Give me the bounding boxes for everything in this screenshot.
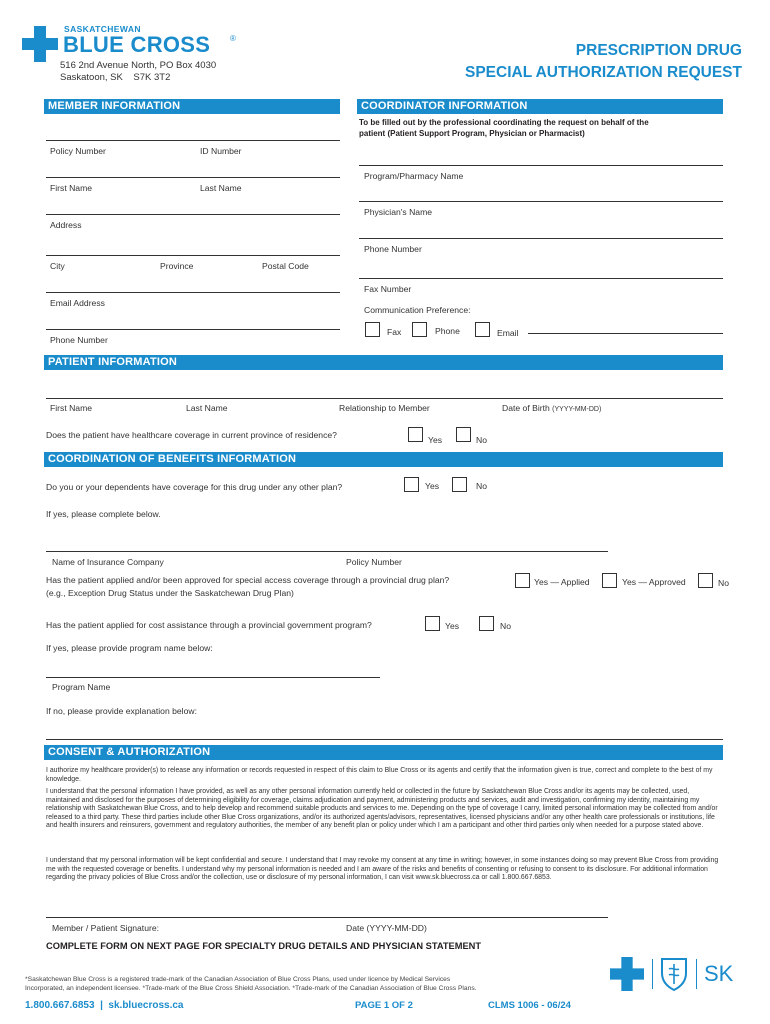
coverage-yes-checkbox[interactable] [408,427,423,442]
pref-fax-label: Fax [387,327,402,337]
cost-assistance-yes-checkbox[interactable] [425,616,440,631]
coordinator-note-line-2: patient (Patient Support Program, Physician or Pharmacist) [359,129,585,138]
special-access-no-label: No [718,578,729,588]
program-pharmacy-name-label: Program/Pharmacy Name [364,171,464,181]
date-of-birth-label [502,403,601,413]
other-plan-yes-checkbox[interactable] [404,477,419,492]
special-access-question: Has the patient applied and/or been approved for special access coverage through a provincial drug plan? [46,575,450,585]
phone-line [46,329,340,330]
signature-date-label: Date (YYYY-MM-DD) [346,923,427,933]
patient-last-name-label: Last Name [186,403,228,413]
coordinator-note-line-1: To be filled out by the professional coordinating the request on behalf of the [359,118,649,127]
patient-first-name-label: First Name [50,403,93,413]
postal-code-label: Postal Code [262,261,309,271]
policy-number-label: Policy Number [50,146,106,156]
pref-phone-checkbox[interactable] [412,322,427,337]
communication-preference-label: Communication Preference: [364,305,471,315]
other-plan-coverage-question: Do you or your dependents have coverage for this drug under any other plan? [46,482,343,492]
special-access-no-checkbox[interactable] [698,573,713,588]
form-title-line-1: PRESCRIPTION DRUG [575,42,742,59]
blue-cross-icon [22,26,58,62]
patient-information-heading: PATIENT INFORMATION [44,355,723,370]
member-information-heading: MEMBER INFORMATION [44,99,340,114]
address-line [46,214,340,215]
form-title-line-2: SPECIAL AUTHORIZATION REQUEST [464,64,742,81]
trademark-line-2: Incorporated, an independent licensee. *Trade-mark of the Blue Cross Shield Association. *Trade-mark of the Canadian Association of Blue Cross Plans. [25,985,477,992]
explanation-line [46,739,723,740]
member-last-name-label: Last Name [200,183,242,193]
footer-blue-cross-icon [610,957,644,991]
special-access-approved-label: Yes — Approved [622,577,686,587]
coordinator-information-heading: COORDINATOR INFORMATION [357,99,723,114]
email-pref-line [528,333,723,334]
special-access-applied-label: Yes — Applied [534,577,590,587]
program-name-line [359,165,723,166]
city-label: City [50,261,65,271]
consent-authorization-heading: CONSENT & AUTHORIZATION [44,745,723,760]
coordination-of-benefits-heading: COORDINATION OF BENEFITS INFORMATION [44,452,723,467]
patient-name-line [46,398,723,399]
date-of-birth-text: Date of Birth [502,403,550,413]
pref-phone-label: Phone [435,326,460,336]
sk-mark: SK [704,961,734,986]
if-yes-program-note: If yes, please provide program name below: [46,643,213,653]
province-label: Province [160,261,194,271]
if-yes-complete-note: If yes, please complete below. [46,509,161,519]
special-access-example: (e.g., Exception Drug Status under the Saskatchewan Drug Plan) [46,588,294,598]
cost-assistance-yes-label: Yes [445,621,460,631]
form-code: CLMS 1006 - 06/24 [488,1000,571,1011]
id-number-label: ID Number [200,146,242,156]
email-address-label: Email Address [50,298,105,308]
coverage-no-checkbox[interactable] [456,427,471,442]
physician-name-line [359,201,723,202]
physician-name-label: Physician's Name [364,207,433,217]
other-plan-yes-label: Yes [425,481,440,491]
city-line [46,255,340,256]
program-name-field-line [46,677,380,678]
insurance-company-label: Name of Insurance Company [52,557,164,567]
address-line-2: Saskatoon, SK S7K 3T2 [60,72,171,83]
member-first-name-label: First Name [50,183,93,193]
blue-shield-icon [660,957,688,991]
consent-paragraph-1: I authorize my healthcare provider(s) to release any information or records requested in respect of this claim to Blue Cross or its agents and certify that the information given is true, correct and complete to the best of my knowledge. [46,767,713,783]
special-access-applied-checkbox[interactable] [515,573,530,588]
insurance-company-line [46,551,608,552]
address-label: Address [50,220,82,230]
blue-cross-logo [22,24,252,64]
healthcare-coverage-question: Does the patient have healthcare coverage in current province of residence? [46,430,337,440]
trademark-line-1: *Saskatchewan Blue Cross is a registered trade-mark of the Canadian Association of Blue Cross Plans, used under licence by Medical Services [25,976,451,983]
special-access-approved-checkbox[interactable] [602,573,617,588]
footer-divider-1 [652,959,653,989]
coverage-no-label: No [476,435,487,445]
consent-paragraph-3: I understand that my personal information will be kept confidential and secure. I understand that I may revoke my consent at any time in writing; however, in some instances doing so may prevent Blue Cross from providing me with the requested coverage or benefits. I understand why my personal information is needed and I am aware of the risks and benefits of consenting or refusing to consent to its disclosure. For additional information regarding the privacy policies of Blue Cross and/or the collection, use or disclosure of my personal information, I can visit www.sk.bluecross.ca or call 1.800.667.6853. [46,857,719,882]
cob-policy-number-label: Policy Number [346,557,402,567]
date-of-birth-format: (YYYY-MM-DD) [552,406,602,413]
cost-assistance-question: Has the patient applied for cost assistance through a provincial government program? [46,620,372,630]
policy-number-line [46,140,340,141]
complete-next-page-note: COMPLETE FORM ON NEXT PAGE FOR SPECIALTY DRUG DETAILS AND PHYSICIAN STATEMENT [46,941,482,951]
coordinator-phone-label: Phone Number [364,244,422,254]
cost-assistance-no-checkbox[interactable] [479,616,494,631]
program-name-label: Program Name [52,682,111,692]
pref-email-label: Email [497,328,519,338]
pref-email-checkbox[interactable] [475,322,490,337]
relationship-label: Relationship to Member [339,403,430,413]
logo-top-text: SASKATCHEWAN [64,24,141,34]
contact-info-link[interactable]: 1.800.667.6853 | sk.bluecross.ca [25,1000,184,1011]
other-plan-no-checkbox[interactable] [452,477,467,492]
logo-registered-mark: ® [230,34,236,43]
coordinator-phone-line [359,238,723,239]
consent-paragraph-2: I understand that the personal information I have provided, as well as any other personal information currently held or collected in the future by Saskatchewan Blue Cross and/or its agents may be collected, used, maintained and disclosed for the purposes of determining eligibility for coverage, claims adjudication and payment, administering products and services, audit and investigation, confirming my identity, maintaining my relationship with Saskatchewan Blue Cross, and to help develop and recommend suitable products and services to me. Depending on the type of coverage I carry, limited personal information may be collected from and/or released to a third party. These third parties include other Blue Cross organizations, and/or its authorized agents/advisors, representatives, licensed physicians and/or any other health care professionals or institutions, life and health insurers and reinsurers, government and regulatory authorities, the member of any benefit plan or policy under which I am a participant and other third parties only when needed for a purpose stated above. [46,788,718,830]
cost-assistance-no-label: No [500,621,511,631]
fax-number-label: Fax Number [364,284,412,294]
email-line [46,292,340,293]
address-line-1: 516 2nd Avenue North, PO Box 4030 [60,60,217,71]
coverage-yes-label: Yes [428,435,443,445]
signature-line [46,917,608,918]
page-number: PAGE 1 OF 2 [355,1000,413,1011]
other-plan-no-label: No [476,481,487,491]
pref-fax-checkbox[interactable] [365,322,380,337]
if-no-explanation-note: If no, please provide explanation below: [46,706,197,716]
logo-main-text: BLUE CROSS [63,32,211,57]
signature-label: Member / Patient Signature: [52,923,159,933]
fax-line [359,278,723,279]
footer-divider-2 [696,959,697,989]
footer-logos [610,957,750,993]
first-name-line [46,177,340,178]
member-phone-label: Phone Number [50,335,108,345]
